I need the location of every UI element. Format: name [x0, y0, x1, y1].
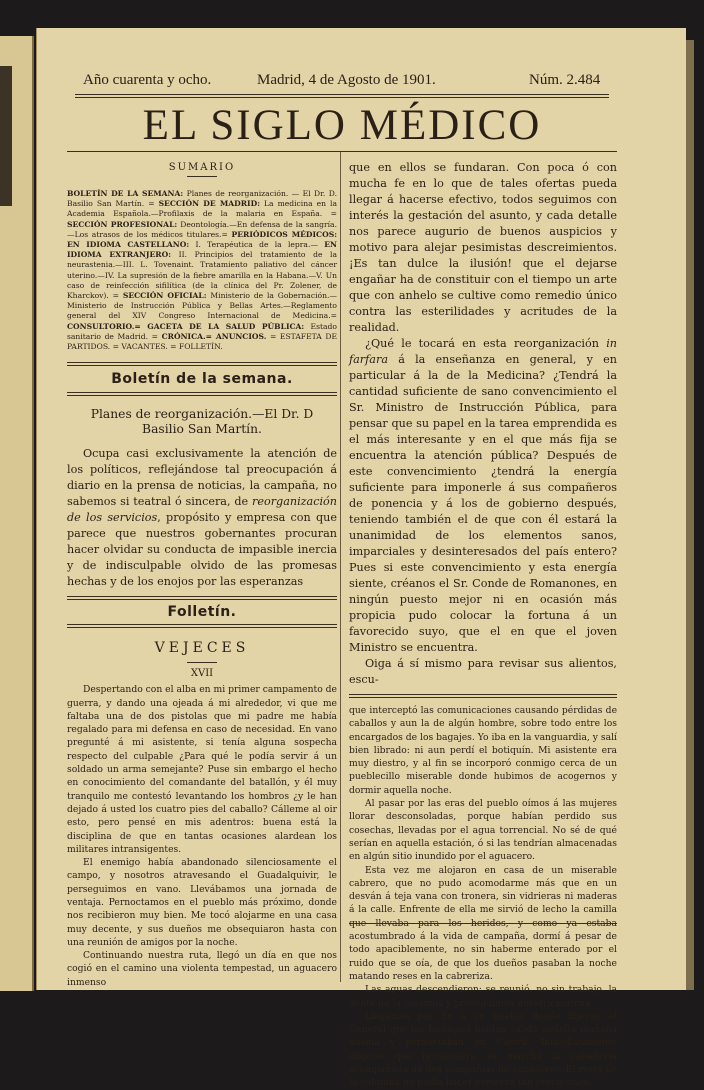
sumario-heading: SECCIÓN OFICIAL: — [122, 291, 207, 301]
sumario-entry: La medicina en la Academia Española.—Profilaxis de la malaria en España. = — [67, 199, 337, 219]
boletin-heading: Boletín de la semana. — [111, 371, 293, 388]
paragraph-text: Ocupa casi exclusivamente la atención de los políticos, reflejándose tal preocupación á diario en la prensa de noticias, la campaña, no sabemos si teatral ó sincera, de — [67, 447, 337, 509]
story-paragraph: Continuando nuestra ruta, llegó un día en que nos cogió en el camino una violenta tempestad, un aguacero inmenso — [67, 950, 337, 988]
story-paragraph: El enemigo había abandonado silenciosamente el campo, y nosotros atravesando el Guadalquivir, le perseguimos en vano. Llevábamos una jornada de ventaja. Pernoctamos en el pueblo más próximo, donde nos recibieron muy bien. Me tocó alojarme en una casa muy decente, y sus dueños me obsequiaron hasta con una reunión de amigos por la noche. — [67, 857, 337, 948]
sumario-heading: BOLETÍN DE LA SEMANA: — [67, 189, 184, 198]
story-paragraph: Al pasar por las eras del pueblo oímos á las mujeres llorar desconsoladas, porque habían perdido sus cosechas, llevadas por el agua torrencial. No sé de qué serían en aquella estación, ó si las tendrían almacenadas en algún sitio inundido por el aguacero. — [349, 798, 617, 863]
sumario-entry: = ESTAFETA DE PARTIDOS. = VACANTES. = FOLLETÍN. — [67, 331, 338, 352]
sumario-heading: CRÓNICA.= ANUNCIOS. — [161, 331, 267, 341]
section-rule — [349, 694, 617, 698]
sumario-entry: Deontología.—En defensa de la sangría.—Los atrasos de los médicos titulares.= — [67, 219, 337, 239]
newspaper-page — [36, 28, 686, 1089]
sumario-heading: CONSULTORIO.= GACETA DE LA SALUD PÚBLICA: — [67, 321, 305, 331]
header-rule-bottom — [75, 97, 609, 98]
article-paragraph: que en ellos se fundaran. Con poca ó con mucha fe en lo que de tales ofertas pueda llegar á hacerse efectivo, todos seguimos con interés la gestación del asunto, y cada detalle nos parece augurio de buenos auspicios y motivo para alejar pesimistas descreimientos. ¡Es tan dulce la ilusión! que el dejarse engañar ha de constituir con el tiempo un arte que con anhelo se cultive como remedio único contra las esterilidades y acritudes de la realidad. — [349, 161, 617, 334]
section-rule — [67, 392, 337, 396]
date-label: Madrid, 4 de Agosto de 1901. — [257, 72, 436, 88]
italic-phrase: in farfara — [349, 337, 617, 366]
section-rule — [67, 596, 337, 600]
section-rule — [67, 362, 337, 366]
story-paragraph: Las aguas descendieron; se reunió, no sin trabajo, la gente de la columna y proseguimos nuestra marcha. — [349, 984, 617, 1009]
article-paragraph — [67, 446, 337, 590]
sumario-underline — [187, 176, 217, 177]
issue-number: Núm. 2.484 — [529, 72, 601, 88]
sumario-entry: Estado sanitario de Madrid. = — [67, 321, 337, 341]
story-paragraph: Despertando con el alba en mi primer campamento de guerra, y dando una ojeada á mi alrededor, vi que me faltaba una de dos pistolas que mi padre me había regalado para mi defensa en caso de necesidad. En vano pregunté á mi asistente, si tenía alguna sospecha respecto del culpable ¿Para qué le podía servir á un soldado un arma semejante? Puse sin embargo el hecho en conocimiento del comandante del batallón, y él muy tranquilo me contestó levantando los hombros ¿y le han dejado á usted los cuatro pies del caballo? Cálleme al oir esto, pero pensé en mis adentros: buena está la disciplina de que en tantas ocasiones alardean los militares intransigentes. — [67, 684, 337, 855]
newspaper-title: EL SIGLO MÉDICO — [142, 102, 542, 149]
sumario-heading: SECCIÓN DE MADRID: — [158, 199, 260, 209]
folletin-heading: Folletín. — [167, 604, 237, 621]
header-rule-top — [75, 94, 609, 95]
chapter-number: XVII — [190, 668, 214, 680]
sumario-heading: SECCIÓN PROFESIONAL: — [67, 219, 178, 229]
column-divider — [340, 152, 341, 982]
story-title: VEJECES — [154, 640, 250, 657]
left-column — [67, 152, 337, 989]
end-rule — [349, 923, 617, 924]
paragraph-text: ¿Qué le tocará en esta reorganización — [365, 337, 607, 350]
story-paragraph: que interceptó las comunicaciones causando pérdidas de caballos y aun la de algún hombre, sobre todo entre los encargados de los bagajes. Yo iba en la vanguardia, y salí bien librado: ni aun perdí el botiquín. Mi asistente era muy diestro, y al fin se incorporó conmigo cerca de un pueblecillo miserable donde hubimos de acogernos y dormir aquella noche. — [349, 705, 617, 796]
paragraph-text: á la enseñanza en general, y en particular á la de la Medicina? ¿Tendrá la cantidad suficiente de sano convencimiento el Sr. Ministro de Instrucción Pública, para pensar que su papel en la tarea emprendida es el más interesante y en el que más fija se encuentra la atención pública? Después de este convencimiento ¿tendrá la energía suficiente para imponerle á sus compañeros de ponencia y á los de gobierno después, teniendo también el de que con él estará la unanimidad de los elementos sanos, imparciales y desinteresados del país entero? Pues si este convencimiento y esta energía siente, créanos el Sr. Conde de Romanones, en ningún puesto mejor ni en ocasión más propicia pudo colocar la fortuna á un favorecido suyo, que el en que el joven Ministro se encuentra. — [349, 353, 617, 654]
page-shadow — [686, 40, 694, 990]
previous-page-edge — [0, 36, 34, 991]
year-label: Año cuarenta y ocho. — [83, 72, 212, 88]
paragraph-text: , propósito y empresa con que parece que nuestros gobernantes procuran hacer olvidar su conducta de impasible inercia y de indisculpable olvido de las promesas hechas y de los enojos por las esperanzas — [67, 511, 337, 589]
italic-phrase: reorganización de los servicios — [67, 495, 337, 525]
sumario-entry: Planes de reorganización. — El Dr. D. Basilio San Martín. = — [67, 189, 337, 209]
sumario-heading: PERIÓDICOS MÉDICOS: EN IDIOMA CASTELLANO: — [67, 229, 337, 250]
story-paragraph: Esta vez me alojaron en casa de un miserable cabrero, que no pudo acomodarme más que en un desván á teja vana con tronera, sin vidrieras ni maderas á la calle. Enfrente de ella me sirvió de lecho la camilla que llevaba para los heridos, y como ya estaba acostumbrado á la vida de campaña, dormí á pesar de todo apaciblemente, no sin haberme enterado por el ruido que se oía, de que los dueños pasaban la noche matando reses en la cabreriza. — [349, 864, 617, 982]
sumario-text — [67, 189, 337, 352]
edge-mark — [0, 66, 12, 206]
right-column — [349, 152, 617, 1090]
story-paragraph: Llegamos por fin á un pueblo donde dijeron al General que los facciosos habían salido aquella mañana misma y pernoctaban en Castril. Inmediatamente dispuso que prosiguiera su marcha la caballería acompañada de dos compañías de cazadores. El resto de la columna no podía hacer esfuerzo tan precipitado. — [349, 1010, 617, 1089]
sumario-heading: EN IDIOMA EXTRANJERO: — [67, 240, 337, 260]
section-rule — [67, 624, 337, 628]
article-paragraph — [349, 336, 617, 656]
article-title: Planes de reorganización.—El Dr. D Basilio San Martín. — [90, 407, 314, 437]
sumario-title: SUMARIO — [168, 162, 236, 173]
sumario-entry: Ministerio de la Gobernación.—Ministerio de Instrucción Pública y Bellas Artes.—Reglamento general del XIV Congreso Internacional de Medicina.= — [67, 291, 337, 321]
sumario-entry: II. Principios del tratamiento de la neurastenia.—III. L. Tovenaint. Tratamiento paliativo del cáncer uterino.—IV. La supresión de la fiebre amarilla en la Habana.—V. Un caso de reinfección sifilítica (de la clínica del Pr. Zolener, de Kharckov). = — [67, 250, 337, 301]
article-paragraph: Oiga á sí mismo para revisar sus alientos, escu- — [349, 657, 617, 686]
sumario-entry: I. Terapéutica de la lepra.— — [189, 240, 325, 250]
story-rule — [187, 662, 217, 663]
